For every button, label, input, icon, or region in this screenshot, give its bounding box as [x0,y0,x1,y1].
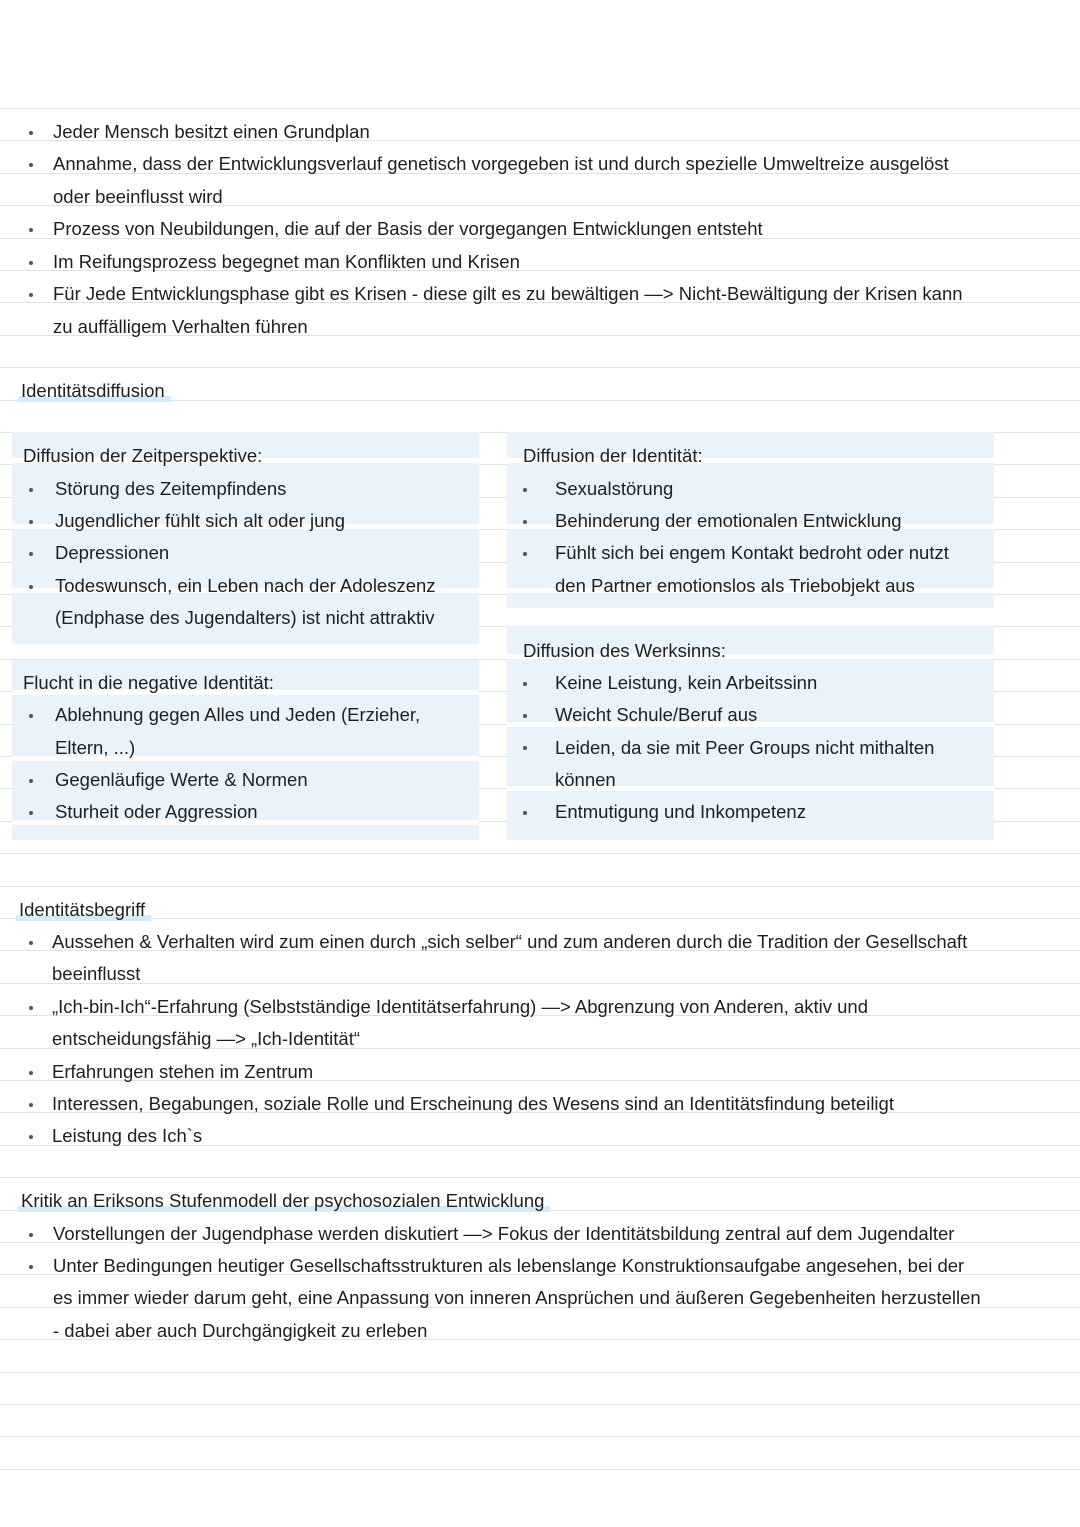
bullet-dot [29,488,33,492]
bullet-dot [29,293,33,297]
intro-bullet-4: Im Reifungsprozess begegnet man Konflikten und Krisen [53,251,520,272]
bullet-dot [29,1233,33,1237]
intro-bullet-2-line-1: Annahme, dass der Entwicklungsverlauf genetisch vorgegeben ist und durch spezielle Umweltreize ausgelöst [53,153,949,174]
section-heading-kritik [18,1189,550,1213]
block-bullet-cont: (Endphase des Jugendalters) ist nicht attraktiv [55,607,435,628]
intro-bullet-2-line-2: oder beeinflusst wird [53,186,223,207]
bullet-dot [29,1135,33,1139]
bullet-dot [29,779,33,783]
block-title: Flucht in die negative Identität: [23,672,274,693]
bullet-dot [523,811,527,815]
intro-bullet-5-line-1: Für Jede Entwicklungsphase gibt es Krisen - diese gilt es zu bewältigen —> Nicht-Bewältigung der Krisen kann [53,283,963,304]
bullet-dot [29,1103,33,1107]
bullet-dot [29,714,33,718]
bullet-dot [29,1006,33,1010]
bullet-dot [523,552,527,556]
kritik-bullet-2-line-1: Unter Bedingungen heutiger Gesellschaftsstrukturen als lebenslange Konstruktionsaufgabe angesehen, bei der [53,1255,965,1276]
intro-bullet-3: Prozess von Neubildungen, die auf der Basis der vorgegangen Entwicklungen entsteht [53,218,763,239]
bullet-dot [29,228,33,232]
bullet-dot [29,552,33,556]
begriff-bullet-3: Erfahrungen stehen im Zentrum [52,1061,314,1082]
block-bullet: Behinderung der emotionalen Entwicklung [555,510,902,531]
section-heading-identitaetsdiffusion [18,379,171,403]
bullet-dot [523,682,527,686]
bullet-dot [29,1071,33,1075]
begriff-bullet-4: Interessen, Begabungen, soziale Rolle und Erscheinung des Wesens sind an Identitätsfindung beteiligt [52,1093,894,1114]
block-title: Diffusion der Identität: [523,445,703,466]
block-bullet: Gegenläufige Werte & Normen [55,769,308,790]
begriff-bullet-1-line-2: beeinflusst [52,963,141,984]
bullet-dot [523,714,527,718]
begriff-bullet-2-line-1: „Ich-bin-Ich“-Erfahrung (Selbstständige Identitätserfahrung) —> Abgrenzung von Anderen, aktiv und [52,996,869,1017]
block-bullet: Entmutigung und Inkompetenz [555,801,806,822]
bullet-dot [29,163,33,167]
block-bullet: Leiden, da sie mit Peer Groups nicht mithalten [555,737,935,758]
section-heading-identitaetsbegriff [16,898,151,922]
heading-text: Kritik an Eriksons Stufenmodell der psychosozialen Entwicklung [21,1190,545,1211]
block-bullet: Weicht Schule/Beruf aus [555,704,758,725]
bullet-dot [29,520,33,524]
heading-text: Identitätsbegriff [19,899,146,920]
block-bullet: Todeswunsch, ein Leben nach der Adoleszenz [55,575,436,596]
heading-text: Identitätsdiffusion [21,380,165,401]
intro-bullet-5-line-2: zu auffälligem Verhalten führen [53,316,308,337]
block-bullet: Depressionen [55,542,170,563]
block-bullet: Keine Leistung, kein Arbeitssinn [555,672,818,693]
block-bullet-cont: den Partner emotionslos als Triebobjekt aus [555,575,915,596]
kritik-bullet-2-line-3: - dabei aber auch Durchgängigkeit zu erleben [53,1320,428,1341]
kritik-bullet-1: Vorstellungen der Jugendphase werden diskutiert —> Fokus der Identitätsbildung zentral auf dem Jugendalter [53,1223,955,1244]
block-bullet: Sturheit oder Aggression [55,801,258,822]
bullet-dot [29,131,33,135]
bullet-dot [523,488,527,492]
block-bullet-cont: Eltern, ...) [55,737,136,758]
bullet-dot [29,811,33,815]
kritik-bullet-2-line-2: es immer wieder darum geht, eine Anpassung von inneren Ansprüchen und äußeren Gegebenheiten herzustellen [53,1287,981,1308]
bullet-dot [29,1265,33,1269]
block-bullet: Störung des Zeitempfindens [55,478,287,499]
begriff-bullet-1-line-1: Aussehen & Verhalten wird zum einen durch „sich selber“ und zum anderen durch die Tradition der Gesellschaft [52,931,968,952]
block-bullet: Ablehnung gegen Alles und Jeden (Erzieher, [55,704,421,725]
begriff-bullet-5: Leistung des Ich`s [52,1125,203,1146]
block-title: Diffusion der Zeitperspektive: [23,445,263,466]
block-bullet-cont: können [555,769,616,790]
block-bullet: Sexualstörung [555,478,674,499]
bullet-dot [523,746,527,750]
bullet-dot [29,941,33,945]
intro-bullet-1: Jeder Mensch besitzt einen Grundplan [53,121,370,142]
block-bullet: Jugendlicher fühlt sich alt oder jung [55,510,346,531]
block-title: Diffusion des Werksinns: [523,640,726,661]
bullet-dot [29,261,33,265]
bullet-dot [29,585,33,589]
begriff-bullet-2-line-2: entscheidungsfähig —> „Ich-Identität“ [52,1028,360,1049]
block-bullet: Fühlt sich bei engem Kontakt bedroht oder nutzt [555,542,949,563]
bullet-dot [523,520,527,524]
